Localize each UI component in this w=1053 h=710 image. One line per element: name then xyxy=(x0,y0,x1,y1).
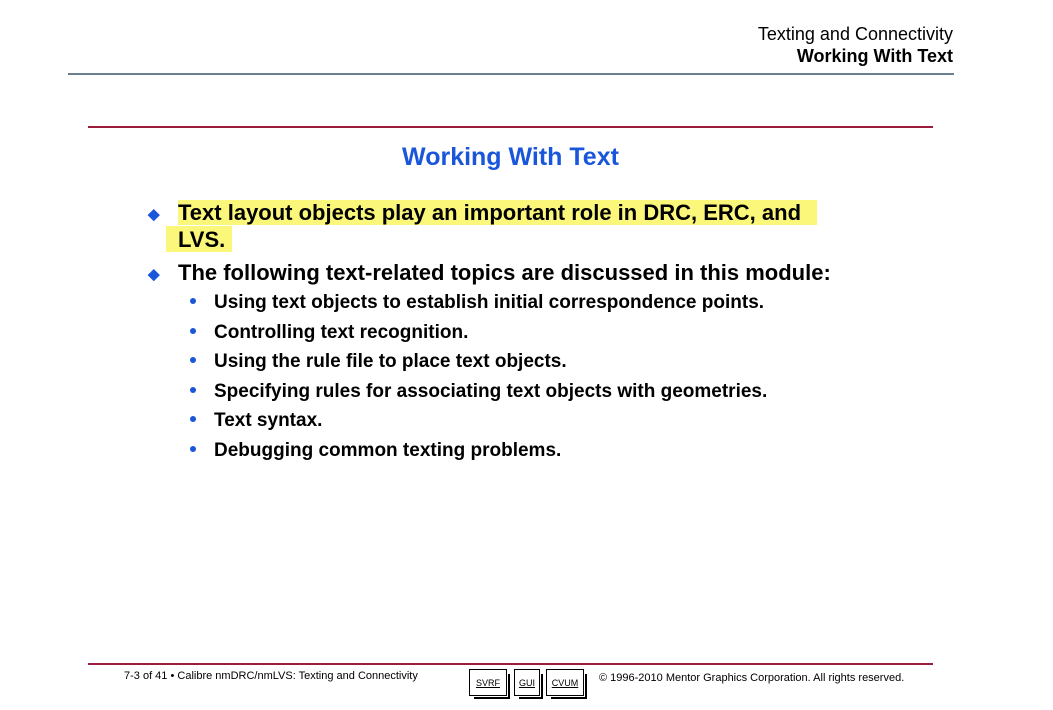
dot-bullet-icon xyxy=(190,357,196,363)
sub-bullet-text: Specifying rules for associating text objects with geometries. xyxy=(214,381,768,402)
sub-bullet-text: Controlling text recognition. xyxy=(214,322,469,343)
dot-bullet-icon xyxy=(190,387,196,393)
header-chapter-title: Texting and Connectivity xyxy=(757,24,953,44)
diamond-bullet-icon: ◆ xyxy=(148,206,160,223)
bullet-text-line1: Text layout objects play an important role in DRC, ERC, and xyxy=(178,200,817,225)
sub-bullet-text: Text syntax. xyxy=(214,410,323,431)
cvum-button[interactable]: CVUM xyxy=(546,669,584,696)
sub-bullet-item xyxy=(190,440,561,462)
sub-bullet-text: Using text objects to establish initial correspondence points. xyxy=(214,292,765,313)
footer-divider xyxy=(88,663,933,665)
sub-bullet-text: Using the rule file to place text objects. xyxy=(214,351,567,372)
header-section-title: Working With Text xyxy=(796,46,953,66)
dot-bullet-icon xyxy=(190,446,196,452)
sub-bullet-item xyxy=(190,351,567,373)
sub-bullet-text: Debugging common texting problems. xyxy=(214,440,562,461)
sub-bullet-item xyxy=(190,381,767,403)
dot-bullet-icon xyxy=(190,416,196,422)
slide-top-divider xyxy=(88,126,933,128)
bullet-item xyxy=(148,199,868,253)
bullet-text xyxy=(178,199,868,253)
dot-bullet-icon xyxy=(190,298,196,304)
sub-bullet-item xyxy=(190,292,764,314)
svrf-button[interactable]: SVRF xyxy=(469,669,507,696)
slide-title: Working With Text xyxy=(402,143,619,171)
bullet-text-line2: LVS. xyxy=(178,227,226,252)
bullet-item xyxy=(148,259,908,286)
sub-bullet-item xyxy=(190,410,322,432)
header-divider xyxy=(68,73,954,75)
footer-page-info: 7-3 of 41 • Calibre nmDRC/nmLVS: Texting and Connectivity xyxy=(124,670,418,682)
sub-bullet-item xyxy=(190,322,468,344)
dot-bullet-icon xyxy=(190,328,196,334)
diamond-bullet-icon: ◆ xyxy=(148,266,160,283)
footer-copyright: © 1996-2010 Mentor Graphics Corporation. All rights reserved. xyxy=(599,672,905,684)
gui-button[interactable]: GUI xyxy=(514,669,540,696)
bullet-text: The following text-related topics are discussed in this module: xyxy=(178,260,831,285)
